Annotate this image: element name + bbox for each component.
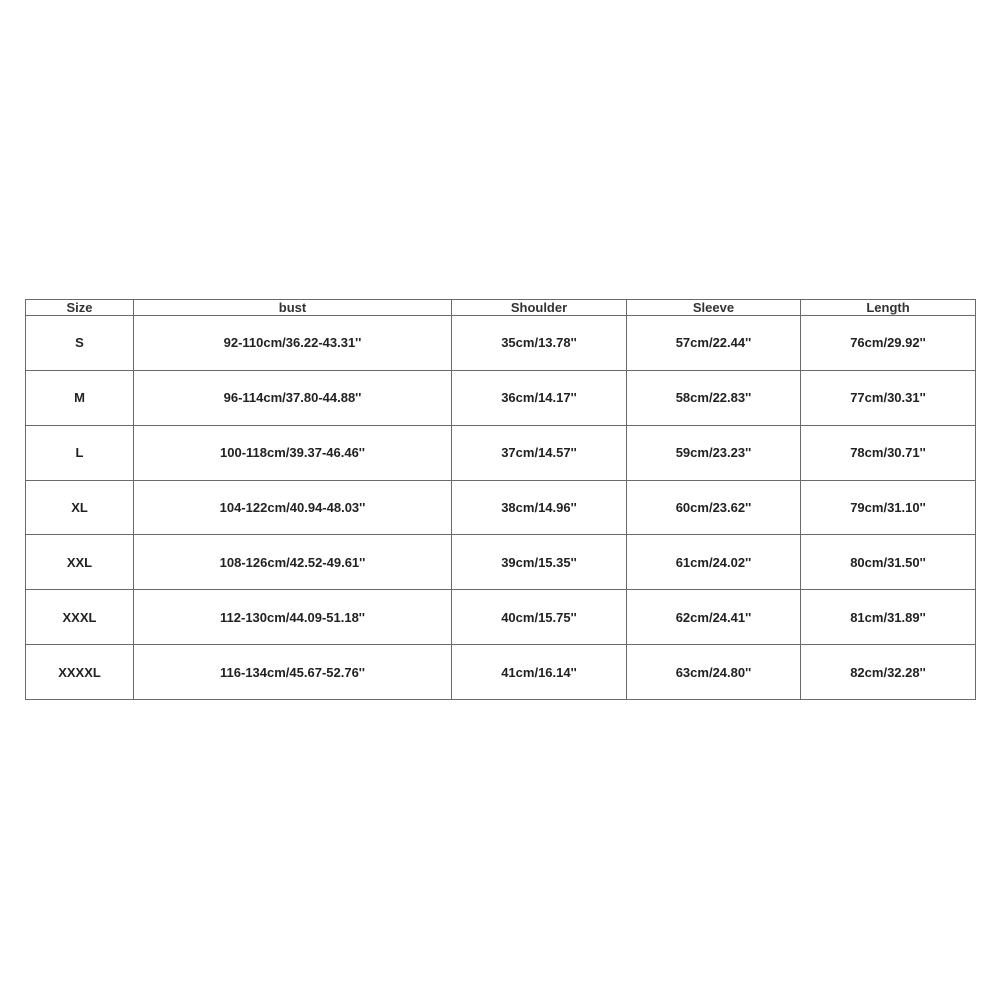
cell-size: XXXXL (26, 645, 134, 700)
cell-size: XXXL (26, 590, 134, 645)
table-row (26, 535, 976, 590)
table-row (26, 425, 976, 480)
cell-sleeve: 62cm/24.41'' (627, 590, 801, 645)
cell-sleeve: 59cm/23.23'' (627, 425, 801, 480)
cell-bust: 92-110cm/36.22-43.31'' (134, 316, 452, 371)
cell-size: L (26, 425, 134, 480)
table-header-row (26, 300, 976, 316)
cell-bust: 96-114cm/37.80-44.88'' (134, 370, 452, 425)
cell-sleeve: 57cm/22.44'' (627, 316, 801, 371)
cell-size: S (26, 316, 134, 371)
cell-sleeve: 61cm/24.02'' (627, 535, 801, 590)
cell-length: 76cm/29.92'' (801, 316, 976, 371)
cell-shoulder: 35cm/13.78'' (452, 316, 627, 371)
cell-shoulder: 40cm/15.75'' (452, 590, 627, 645)
cell-shoulder: 36cm/14.17'' (452, 370, 627, 425)
table-row (26, 316, 976, 371)
cell-shoulder: 41cm/16.14'' (452, 645, 627, 700)
cell-size: M (26, 370, 134, 425)
cell-sleeve: 60cm/23.62'' (627, 480, 801, 535)
cell-bust: 112-130cm/44.09-51.18'' (134, 590, 452, 645)
header-length: Length (801, 300, 976, 316)
header-shoulder: Shoulder (452, 300, 627, 316)
cell-length: 82cm/32.28'' (801, 645, 976, 700)
table-row (26, 645, 976, 700)
cell-size: XXL (26, 535, 134, 590)
cell-shoulder: 38cm/14.96'' (452, 480, 627, 535)
cell-bust: 100-118cm/39.37-46.46'' (134, 425, 452, 480)
cell-length: 80cm/31.50'' (801, 535, 976, 590)
cell-length: 78cm/30.71'' (801, 425, 976, 480)
cell-length: 81cm/31.89'' (801, 590, 976, 645)
cell-shoulder: 37cm/14.57'' (452, 425, 627, 480)
cell-bust: 104-122cm/40.94-48.03'' (134, 480, 452, 535)
table-row (26, 590, 976, 645)
size-chart-table (25, 299, 976, 700)
header-sleeve: Sleeve (627, 300, 801, 316)
table-row (26, 480, 976, 535)
cell-shoulder: 39cm/15.35'' (452, 535, 627, 590)
cell-bust: 116-134cm/45.67-52.76'' (134, 645, 452, 700)
header-bust: bust (134, 300, 452, 316)
cell-size: XL (26, 480, 134, 535)
cell-sleeve: 58cm/22.83'' (627, 370, 801, 425)
cell-bust: 108-126cm/42.52-49.61'' (134, 535, 452, 590)
cell-length: 77cm/30.31'' (801, 370, 976, 425)
cell-length: 79cm/31.10'' (801, 480, 976, 535)
header-size: Size (26, 300, 134, 316)
cell-sleeve: 63cm/24.80'' (627, 645, 801, 700)
table-row (26, 370, 976, 425)
